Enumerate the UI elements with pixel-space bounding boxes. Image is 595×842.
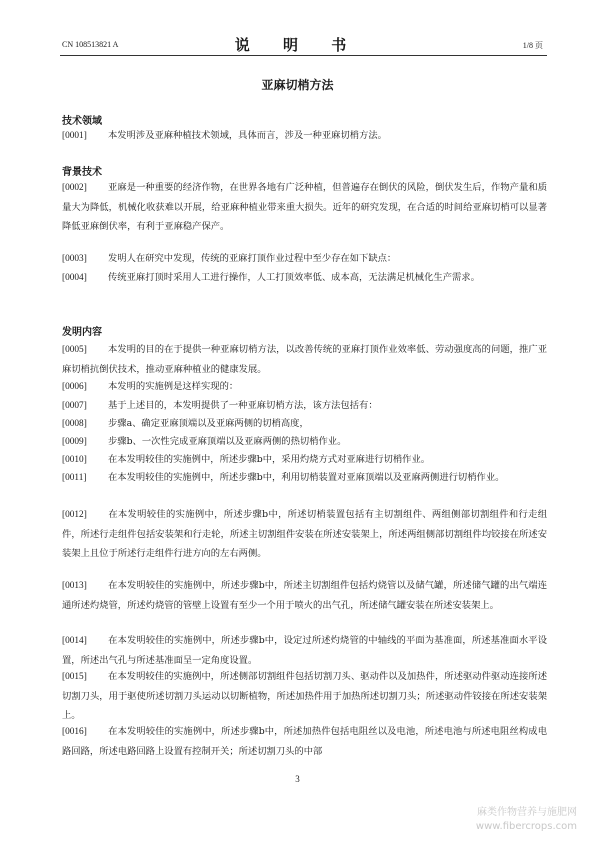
- page-number: 3: [295, 774, 300, 784]
- section-heading-summary: 发明内容: [62, 327, 102, 338]
- paragraph-number: [0007]: [62, 401, 87, 411]
- paragraph: [62, 249, 547, 269]
- paragraph: [62, 432, 547, 452]
- paragraph-text: 在本发明较佳的实施例中，所述步骤b中，利用切梢装置对亚麻顶端以及亚麻两侧进行切梢作业。: [108, 472, 505, 483]
- paragraph-text: 在本发明较佳的实施例中，所述侧部切割组件包括切割刀头、驱动件以及加热件，所述驱动件驱动连接所述切割刀头，用于驱使所述切割刀头运动以切断植物，所述加热件用于加热所述切割刀头；所述驱动件铰接在所述安装架上。: [62, 671, 547, 721]
- paragraph: [62, 340, 547, 379]
- paragraph-number: [0011]: [62, 473, 87, 483]
- paragraph: [62, 722, 547, 761]
- paragraph-text: 发明人在研究中发现，传统的亚麻打顶作业过程中至少存在如下缺点：: [108, 253, 397, 264]
- paragraph: [62, 178, 547, 236]
- watermark-url: www.fibercrops.com: [475, 821, 577, 832]
- paragraph-text: 在本发明较佳的实施例中，所述步骤b中，设定过所述灼烧管的中轴线的平面为基准面，所述基准面水平设置，所述出气孔与所述基准面呈一定角度设置。: [62, 635, 547, 666]
- paragraph: [62, 268, 547, 288]
- paragraph-text: 本发明涉及亚麻种植技术领域，具体而言，涉及一种亚麻切梢方法。: [108, 130, 387, 141]
- paragraph: [62, 396, 547, 416]
- paragraph: [62, 631, 547, 670]
- paragraph: [62, 377, 547, 397]
- paragraph-number: [0015]: [62, 672, 87, 682]
- paragraph-text: 在本发明较佳的实施例中，所述步骤b中，所述主切割组件包括灼烧管以及储气罐，所述储气罐的出气端连通所述灼烧管，所述灼烧管的管壁上设置有至少一个用于喷火的出气孔，所述储气罐安装在所述安装架上。: [62, 580, 547, 611]
- paragraph: [62, 126, 547, 146]
- paragraph-text: 本发明的目的在于提供一种亚麻切梢方法，以改善传统的亚麻打顶作业效率低、劳动强度高的问题，推广亚麻切梢抗倒伏技术，推动亚麻种植业的健康发展。: [62, 344, 547, 375]
- paragraph: [62, 667, 547, 725]
- section-heading-tech-field: 技术领域: [62, 116, 102, 127]
- paragraph-number: [0012]: [62, 510, 87, 520]
- doc-type-title: 说 明 书: [234, 36, 361, 54]
- paragraph-number: [0009]: [62, 437, 87, 447]
- section-heading-background: 背景技术: [62, 167, 102, 178]
- paragraph-text: 在本发明较佳的实施例中，所述步骤b中，所述加热件包括电阻丝以及电池，所述电池与所述电阻丝构成电路回路，所述电路回路上设置有控制开关；所述切割刀头的中部: [62, 726, 547, 757]
- paragraph-number: [0001]: [62, 131, 87, 141]
- paragraph-text: 本发明的实施例是这样实现的：: [108, 381, 239, 392]
- paragraph: [62, 450, 547, 470]
- paragraph-number: [0003]: [62, 254, 87, 264]
- paragraph-number: [0004]: [62, 273, 87, 283]
- paragraph-number: [0006]: [62, 382, 87, 392]
- paragraph-number: [0005]: [62, 345, 87, 355]
- paragraph-number: [0010]: [62, 455, 87, 465]
- paragraph-text: 步骤b、一次性完成亚麻顶端以及亚麻两侧的热切梢作业。: [108, 436, 347, 447]
- paragraph-number: [0002]: [62, 183, 87, 193]
- paragraph-text: 步骤a、确定亚麻顶端以及亚麻两侧的切梢高度，: [108, 418, 309, 429]
- watermark-site-name: 麻类作物营养与施肥网: [477, 807, 577, 818]
- page-count: 1/8 页: [522, 41, 543, 50]
- header-divider: [60, 55, 547, 56]
- paragraph-text: 在本发明较佳的实施例中，所述步骤b中，所述切梢装置包括有主切割组件、两组侧部切割组件和行走组件，所述行走组件包括安装架和行走轮，所述主切割组件安装在所述安装架上，所述两组侧部切割组件均铰接在所述安装架上且位于所述行走组件行进方向的左右两侧。: [62, 509, 547, 559]
- paragraph-text: 传统亚麻打顶时采用人工进行操作，人工打顶效率低、成本高，无法满足机械化生产需求。: [108, 272, 480, 283]
- paragraph: [62, 505, 547, 563]
- invention-title: 亚麻切梢方法: [261, 78, 334, 92]
- patent-number: CN 108513821 A: [62, 40, 119, 49]
- paragraph-number: [0008]: [62, 419, 87, 429]
- paragraph: [62, 414, 547, 434]
- paragraph-number: [0013]: [62, 581, 87, 591]
- paragraph: [62, 468, 547, 488]
- paragraph-number: [0016]: [62, 727, 87, 737]
- paragraph-text: 基于上述目的，本发明提供了一种亚麻切梢方法，该方法包括有：: [108, 400, 378, 411]
- watermark: [476, 806, 577, 834]
- paragraph: [62, 576, 547, 615]
- paragraph-text: 在本发明较佳的实施例中，所述步骤b中，采用灼烧方式对亚麻进行切梢作业。: [108, 454, 431, 465]
- paragraph-text: 亚麻是一种重要的经济作物，在世界各地有广泛种植，但普遍存在倒伏的风险，倒伏发生后，作物产量和质量大为降低，机械化收获难以开展，给亚麻种植业带来重大损失。近年的研究发现，在合适的时间给亚麻切梢可以显著降低亚麻倒伏率，有利于亚麻稳产保产。: [62, 182, 547, 232]
- paragraph-number: [0014]: [62, 636, 87, 646]
